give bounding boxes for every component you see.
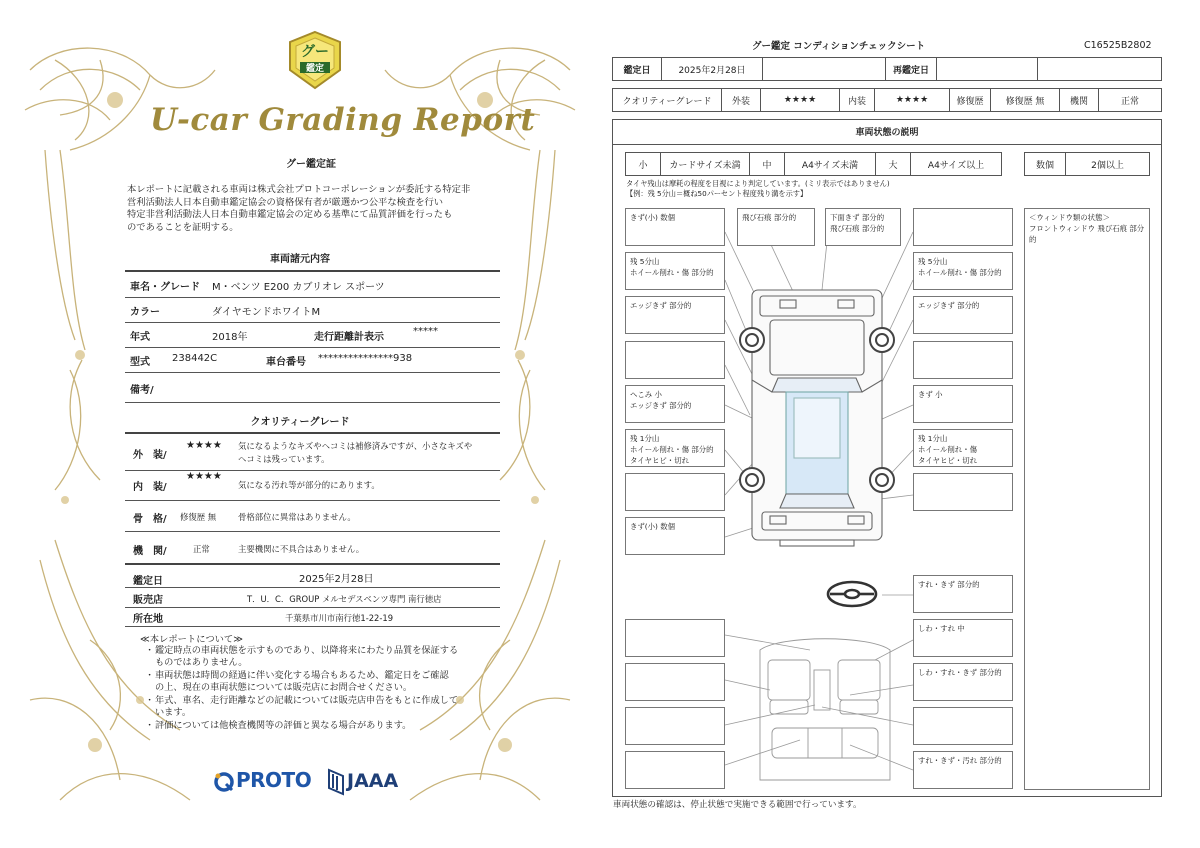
divider	[125, 626, 500, 627]
comment-text: きず 小	[918, 390, 943, 399]
comment-text: 下面きず 部分的	[830, 213, 885, 222]
divider	[125, 607, 500, 608]
size-small-desc: カードサイズ未満	[660, 152, 750, 176]
comment-box	[625, 473, 725, 511]
proto-logo-icon	[214, 772, 234, 792]
comment-box	[913, 252, 1013, 290]
comment-text: エッジきず 部分的	[630, 301, 692, 310]
interior-description: 気になる汚れ等が部分的にあります。	[238, 480, 380, 490]
comment-text: 残 1分山	[630, 434, 660, 443]
car-name-value: M・ベンツ E200 カブリオレ スポーツ	[212, 282, 385, 293]
window-condition-value: フロントウィンドウ 飛び石痕 部分的	[1029, 224, 1145, 244]
comment-text: しわ・すれ・きず 部分的	[918, 668, 1002, 677]
certificate-body-line: 特定非営利活動法人日本自動車鑑定協会の定める基準にて品質評価を行ったも	[127, 209, 453, 221]
size-small-label: 小	[625, 152, 661, 176]
divider	[125, 500, 500, 501]
reinspection-date-label: 再鑑定日	[885, 57, 937, 81]
condition-section-title: 車両状態の説明	[612, 119, 1162, 145]
divider	[125, 270, 500, 272]
comment-box	[825, 208, 901, 246]
window-condition-panel	[1024, 208, 1150, 790]
note-bullet: ・	[145, 695, 155, 706]
size-medium-desc: A4サイズ未満	[784, 152, 876, 176]
repair-history-value: 修復歴 無	[990, 88, 1060, 112]
comment-box	[913, 707, 1013, 745]
tire-note: タイヤ残山は摩耗の程度を目視により判定しています。(ミリ表示ではありません)	[626, 179, 890, 188]
note-item	[145, 695, 500, 719]
comment-box	[737, 208, 815, 246]
note-text: 評価については他検査機関等の評価と異なる場合があります。	[155, 720, 412, 731]
chassis-label: 車台番号	[266, 357, 306, 368]
note-text: 年式、車名、走行距離などの記載については販売店申告をもとに作成して	[155, 695, 459, 706]
comment-box	[625, 517, 725, 555]
exterior-label: 外装	[721, 88, 761, 112]
interior-stars: ★★★★	[186, 471, 222, 482]
inspection-date-label: 鑑定日	[612, 57, 662, 81]
interior-label: 内装	[839, 88, 875, 112]
comment-box	[913, 575, 1013, 613]
comment-text: タイヤヒビ・切れ	[918, 456, 977, 465]
exterior-stars: ★★★★	[760, 88, 840, 112]
comment-text: しわ・すれ 中	[918, 624, 965, 633]
sheet-title: グー鑑定 コンディションチェックシート	[752, 41, 926, 52]
size-medium-label: 中	[749, 152, 785, 176]
comment-text: タイヤヒビ・切れ	[630, 456, 689, 465]
dealer-value: T．U．C．GROUP メルセデスベンツ専門 南行徳店	[247, 594, 442, 604]
comment-box	[913, 296, 1013, 334]
engine-label: 機 関/	[133, 546, 167, 557]
comment-text: 飛び石痕 部分的	[742, 213, 797, 222]
condition-check-sheet	[600, 0, 1200, 848]
sheet-code: C16525B2802	[1084, 40, 1152, 51]
engine-value: 正常	[1098, 88, 1162, 112]
quality-grade-label: クオリティーグレード	[612, 88, 722, 112]
exterior-stars: ★★★★	[186, 440, 222, 451]
certificate-body-line: 本レポートに記載される車両は株式会社プロトコーポレーションが委託する特定非	[127, 184, 471, 195]
inspection-date-value: 2025年2月28日	[661, 57, 763, 81]
exterior-label: 外 装/	[133, 450, 167, 461]
certificate-body-line: 営利活動法人日本自動車鑑定協会の資格保有者が厳選かつ公平な検査を行い	[127, 196, 444, 208]
comment-box	[913, 208, 1013, 246]
comment-box	[625, 296, 725, 334]
note-bullet: ・	[145, 670, 155, 681]
report-script-title: U-car Grading Report	[150, 102, 536, 138]
jaaa-logo-icon	[327, 768, 345, 796]
svg-text:グー: グー	[301, 44, 329, 60]
remarks-label: 備考/	[130, 385, 154, 396]
comment-text: エッジきず 部分的	[630, 401, 692, 410]
note-item	[145, 645, 500, 669]
comment-box	[625, 751, 725, 789]
divider	[125, 347, 500, 348]
window-condition-title: ＜ウィンドウ類の状態＞	[1029, 213, 1110, 222]
chassis-value: ***************938	[318, 353, 413, 364]
comment-text: 残 5分山	[918, 257, 948, 266]
comment-box	[625, 385, 725, 423]
comment-text: 残 5分山	[630, 257, 660, 266]
comment-box	[625, 252, 725, 290]
quality-section-title: クオリティーグレード	[250, 417, 350, 428]
note-text: います。	[155, 707, 192, 719]
frame-description: 骨格部位に異常はありません。	[238, 512, 356, 522]
note-text: 鑑定時点の車両状態を示すものであり、以降将来にわたり品質を保証する	[155, 645, 459, 656]
size-large-label: 大	[875, 152, 911, 176]
note-bullet: ・	[145, 720, 155, 731]
size-large-desc: A4サイズ以上	[910, 152, 1002, 176]
divider	[125, 587, 500, 588]
note-item	[145, 720, 500, 732]
divider	[125, 402, 500, 403]
comment-text: へこみ 小	[630, 390, 662, 399]
spec-section-title: 車両諸元内容	[270, 254, 330, 265]
mileage-value: *****	[413, 326, 438, 337]
comment-text: ホイール削れ・傷 部分的	[630, 268, 714, 277]
interior-stars: ★★★★	[874, 88, 950, 112]
model-value: 238442C	[172, 353, 218, 364]
note-text: 車両状態は時間の経過に伴い変化する場合もあるため、鑑定日をご確認	[155, 670, 449, 681]
comment-text: すれ・きず・汚れ 部分的	[918, 756, 1002, 765]
frame-label: 骨 格/	[133, 514, 167, 525]
sheet-footer-note: 車両状態の確認は、停止状態で実施できる範囲で行っています。	[613, 800, 862, 810]
comment-text: エッジきず 部分的	[918, 301, 980, 310]
model-label: 型式	[130, 357, 150, 368]
year-label: 年式	[130, 332, 150, 343]
frame-value: 修復歴 無	[180, 512, 217, 522]
comment-box	[913, 619, 1013, 657]
svg-text:鑑定: 鑑定	[305, 64, 325, 74]
comment-text: きず(小) 数個	[630, 213, 676, 222]
note-text: の上、現在の車両状態については販売店にお問合せください。	[155, 682, 413, 694]
comment-box	[625, 663, 725, 701]
comment-text: すれ・きず 部分的	[918, 580, 980, 589]
address-value: 千葉県市川市南行徳1-22-19	[285, 613, 394, 623]
comment-text: ホイール削れ・傷 部分的	[918, 268, 1002, 277]
engine-value: 正常	[193, 544, 210, 554]
comment-box	[913, 429, 1013, 467]
comment-text: ホイール削れ・傷	[918, 445, 977, 454]
exterior-description: 気になるようなキズやヘコミは補修済みですが、小さなキズや	[238, 441, 473, 451]
comment-box	[625, 208, 725, 246]
comment-box	[625, 707, 725, 745]
note-text: ものではありません。	[155, 657, 248, 669]
divider	[125, 563, 500, 565]
engine-label: 機関	[1059, 88, 1099, 112]
proto-logo-text: PROTO	[236, 768, 312, 792]
notes-title: ≪本レポートについて≫	[140, 634, 243, 645]
comment-text: 飛び石痕 部分的	[830, 224, 885, 233]
comment-box	[913, 751, 1013, 789]
certificate-body-line: のであることを証明する。	[127, 221, 239, 233]
color-label: カラー	[130, 307, 160, 318]
certificate-body	[127, 184, 497, 234]
interior-label: 内 装/	[133, 482, 167, 493]
divider	[125, 432, 500, 434]
divider	[125, 531, 500, 532]
note-item	[145, 670, 500, 694]
mileage-label: 走行距離計表示	[314, 332, 384, 343]
comment-box	[625, 619, 725, 657]
divider	[125, 322, 500, 323]
comment-text: 残 1分山	[918, 434, 948, 443]
jaaa-logo-text: JAAA	[347, 770, 399, 792]
exterior-description: ヘコミは残っています。	[238, 454, 330, 464]
repair-history-label: 修復歴	[949, 88, 991, 112]
count-desc: 2個以上	[1065, 152, 1150, 176]
comment-box	[913, 385, 1013, 423]
count-label: 数個	[1024, 152, 1066, 176]
address-label: 所在地	[133, 614, 163, 625]
comment-box	[625, 429, 725, 467]
note-bullet: ・	[145, 645, 155, 656]
comment-box	[913, 341, 1013, 379]
appraisal-date-label: 鑑定日	[133, 576, 163, 587]
certificate-title: グー鑑定証	[286, 159, 336, 170]
comment-box	[913, 473, 1013, 511]
divider	[125, 470, 500, 471]
color-value: ダイヤモンドホワイトM	[212, 307, 321, 318]
tire-note-example: 【例：残 5分山＝概ね50パーセント程度残り溝を示す】	[626, 189, 808, 198]
goo-appraisal-logo	[286, 30, 344, 90]
comment-box	[625, 341, 725, 379]
year-value: 2018年	[212, 332, 248, 343]
divider	[125, 297, 500, 298]
divider	[125, 372, 500, 373]
engine-description: 主要機関に不具合はありません。	[238, 544, 365, 554]
comment-text: ホイール削れ・傷 部分的	[630, 445, 714, 454]
appraisal-date-value: 2025年2月28日	[299, 574, 374, 585]
car-name-label: 車名・グレード	[130, 282, 200, 293]
comment-box	[913, 663, 1013, 701]
comment-text: きず(小) 数個	[630, 522, 676, 531]
dealer-label: 販売店	[133, 595, 163, 606]
